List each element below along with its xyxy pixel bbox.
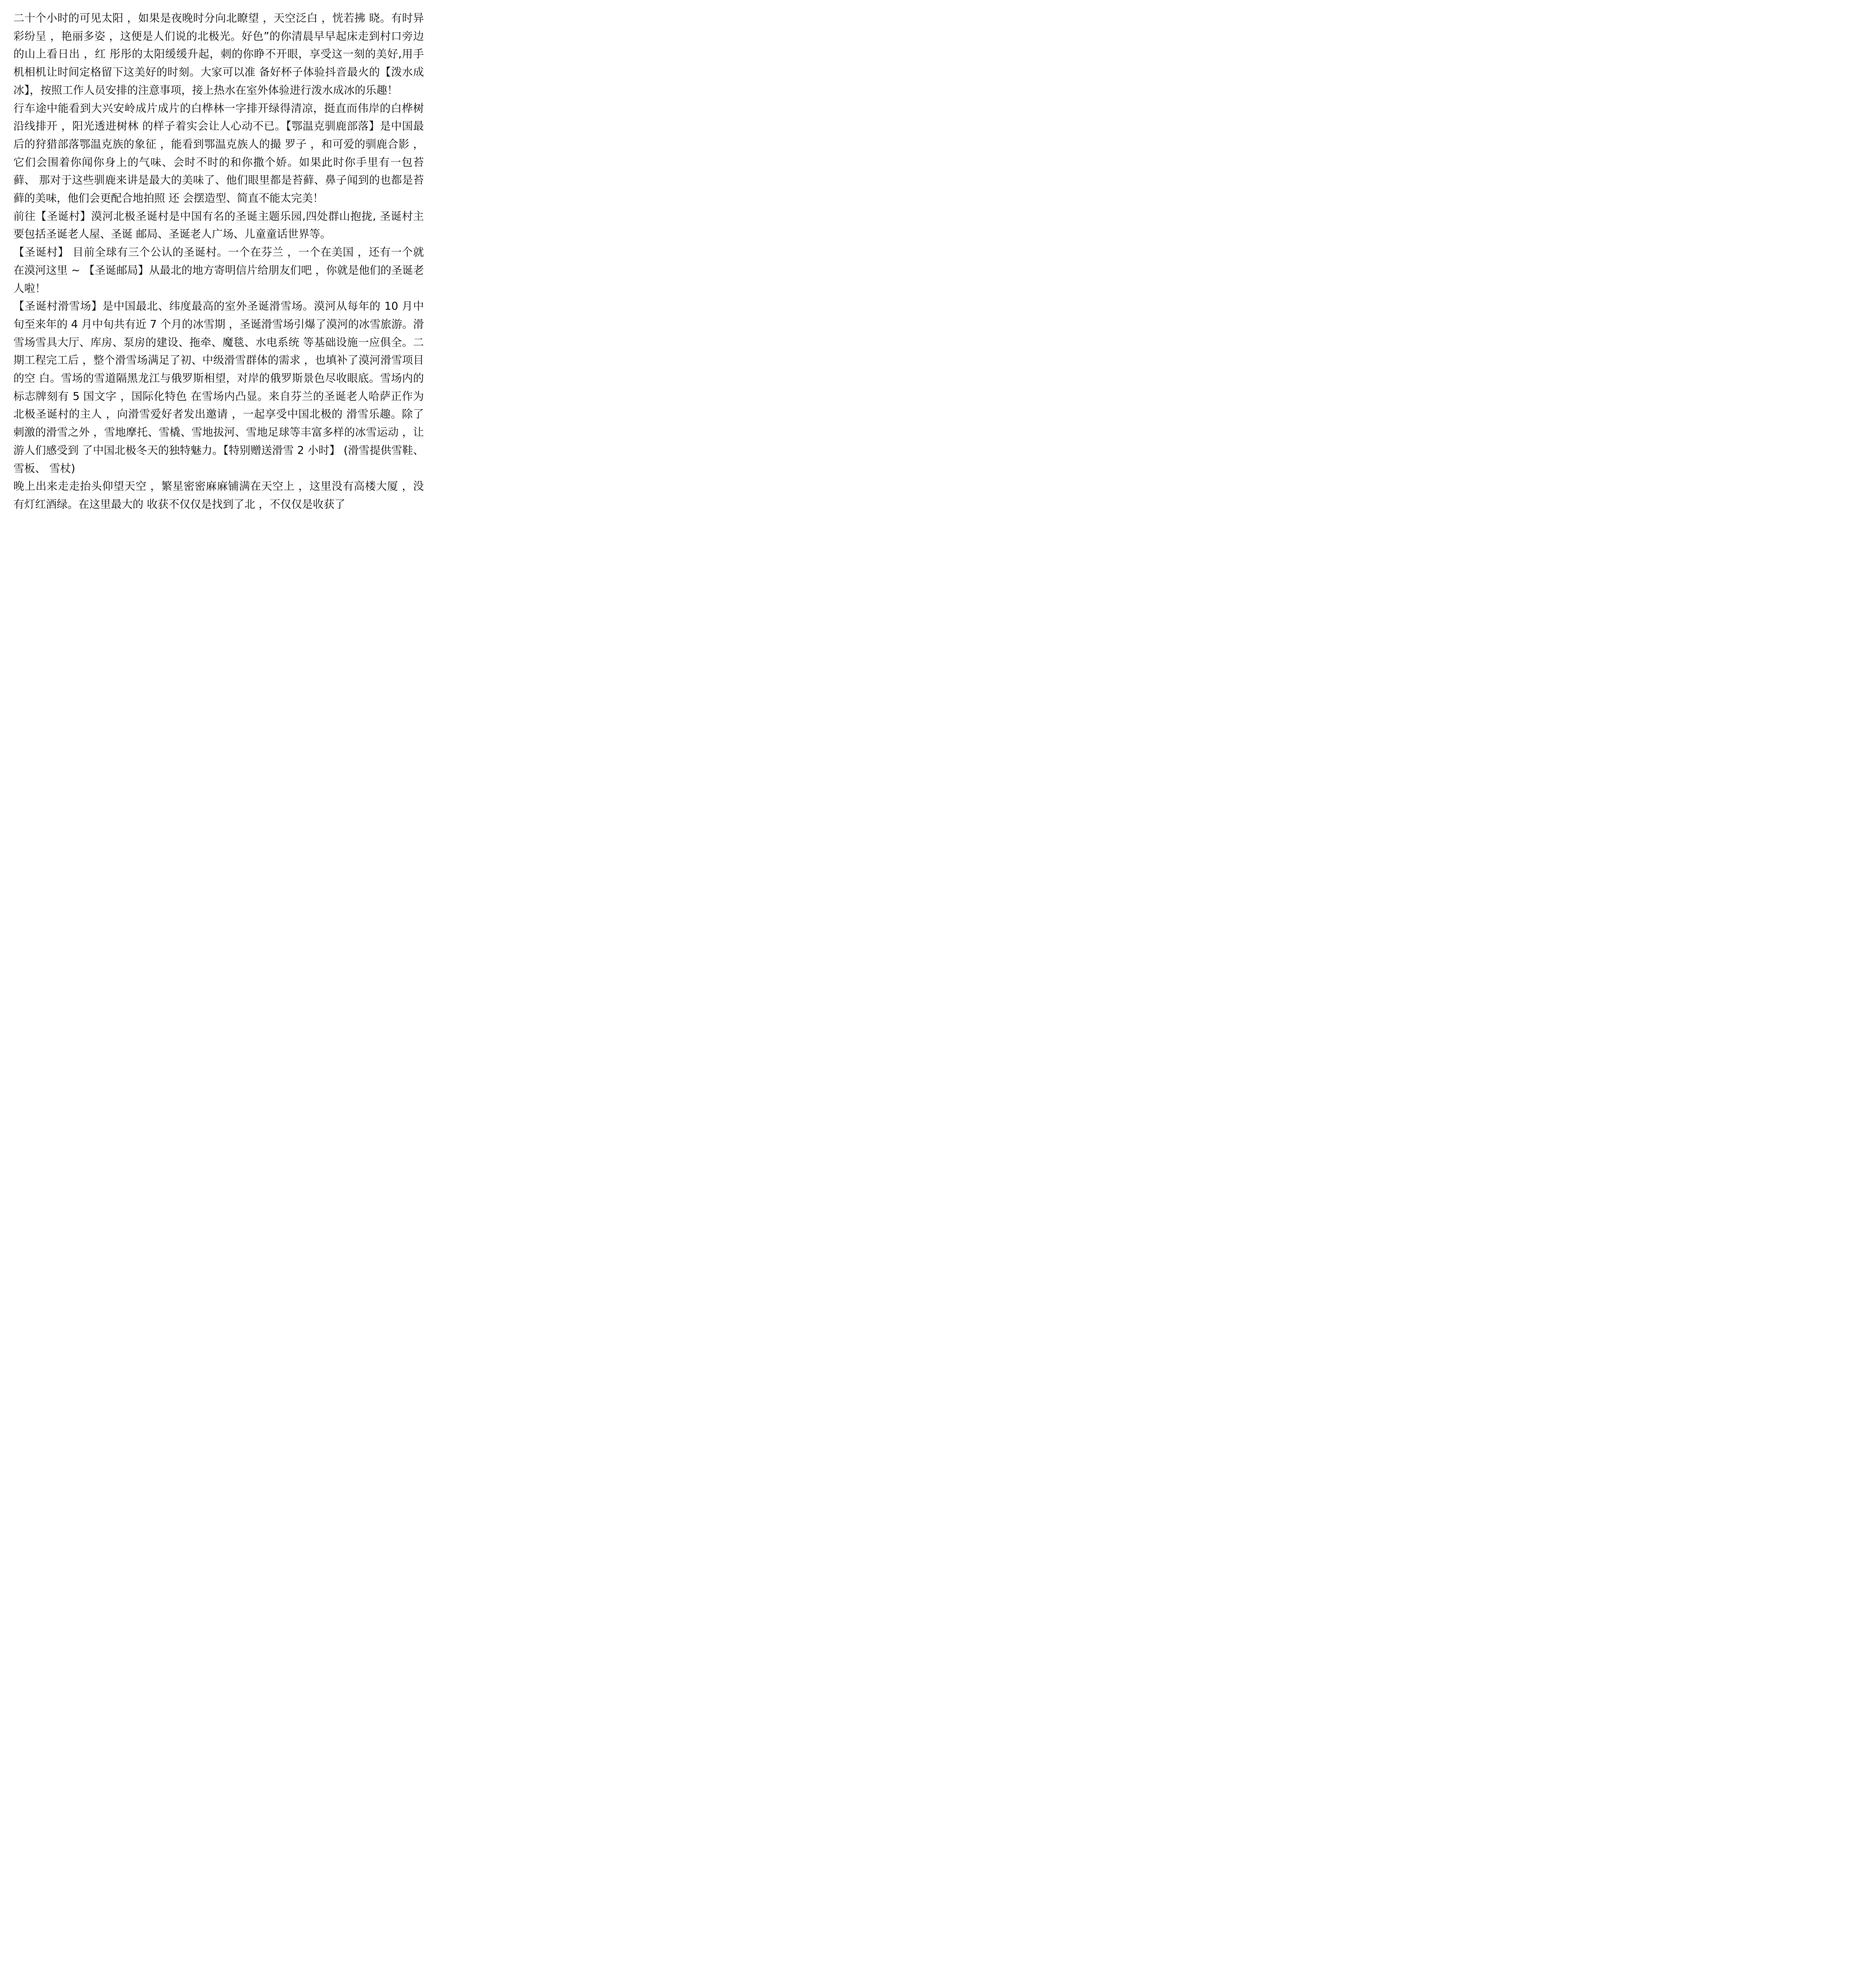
- paragraph-christmas-village-intro: 前往【圣诞村】漠河北极圣诞村是中国有名的圣诞主题乐园,四处群山抱拢, 圣诞村主要包括圣诞老人屋、圣诞 邮局、圣诞老人广场、儿童童话世界等。: [13, 210, 424, 241]
- paragraph-ski-resort: 【圣诞村滑雪场】是中国最北、纬度最高的室外圣诞滑雪场。漠河从每年的 10 月中旬至来年的 4 月中旬共有近 7 个月的冰雪期 ，圣诞滑雪场引爆了漠河的冰雪旅游。滑雪场雪具大厅、库房、泵房的建设、拖牵、魔毯、水电系统 等基础设施一应俱全。二期工程完工后 ，整个滑雪场满足了初、中级滑雪群体的需求 ，也填补了漠河滑雪项目的空 白。雪场的雪道隔黑龙江与俄罗斯相望，对岸的俄罗斯景色尽收眼底。雪场内的标志牌刻有 5 国文字 ，国际化特色 在雪场内凸显。来自芬兰的圣诞老人哈萨正作为北极圣诞村的主人 ，向滑雪爱好者发出邀请 ，一起享受中国北极的 滑雪乐趣。除了刺激的滑雪之外 ，雪地摩托、雪橇、雪地拔河、雪地足球等丰富多样的冰雪运动 ，让游人们感受到 了中国北极冬天的独特魅力。【特别赠送滑雪 2 小时】 (滑雪提供雪鞋、 雪板、 雪杖): [13, 300, 424, 475]
- paragraph-birch-reindeer: 行车途中能看到大兴安岭成片成片的白桦林一字排开绿得清凉，挺直而伟岸的白桦树沿线排开 ，阳光透进树林 的样子着实会让人心动不已。【鄂温克驯鹿部落】是中国最后的狩猎部落鄂温克族的象征 ，能看到鄂温克族人的撮 罗子 ，和可爱的驯鹿合影 ，它们会围着你闻你身上的气味、会时不时的和你撒个娇。如果此时你手里有一包苔藓、 那对于这些驯鹿来讲是最大的美味了、他们眼里都是苔藓、鼻子闻到的也都是苔藓的美味，他们会更配合地拍照 还 会摆造型、简直不能太完美！: [13, 102, 424, 205]
- document-page: [13, 0, 424, 615]
- paragraph-aurora-sunrise: 二十个小时的可见太阳 ，如果是夜晚时分向北瞭望 ，天空泛白 ，恍若拂 晓。有时异彩纷呈 ，艳丽多姿 ，这便是人们说的北极光。好色”的你清晨早早起床走到村口旁边的山上看日出 ，红 彤彤的太阳缓缓升起，刺的你睁不开眼，享受这一刻的美好,用手机相机让时间定格留下这美好的时刻。大家可以准 备好杯子体验抖音最火的【泼水成冰】，按照工作人员安排的注意事项，接上热水在室外体验进行泼水成冰的乐趣！: [13, 12, 424, 97]
- paragraph-christmas-village-post: 【圣诞村】 目前全球有三个公认的圣诞村。一个在芬兰 ，一个在美国 ，还有一个就在漠河这里 ~ 【圣诞邮局】从最北的地方寄明信片给朋友们吧 ，你就是他们的圣诞老人啦！: [13, 246, 424, 295]
- paragraph-night-sky: 晚上出来走走抬头仰望天空 ，繁星密密麻麻铺满在天空上 ，这里没有高楼大厦 ，没有灯红酒绿。在这里最大的 收获不仅仅是找到了北 ，不仅仅是收获了: [13, 480, 424, 511]
